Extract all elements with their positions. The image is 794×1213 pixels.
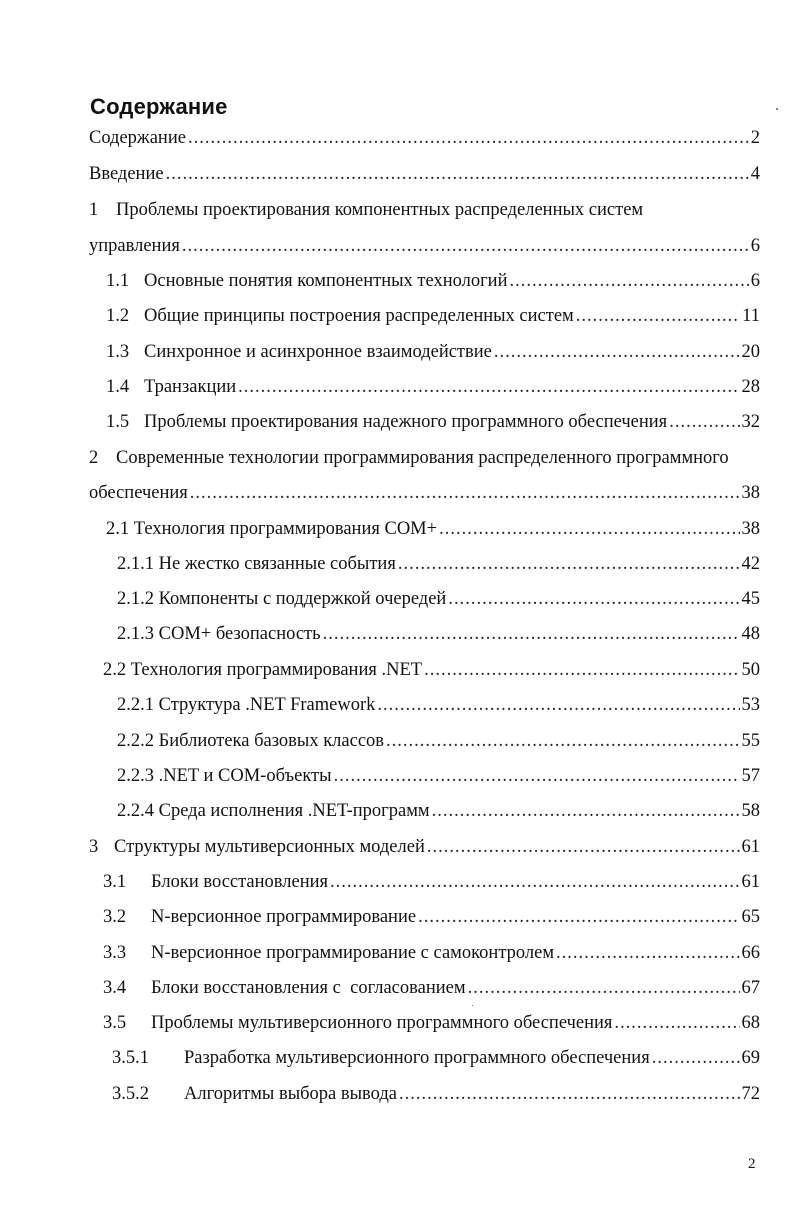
toc-entry-title: Алгоритмы выбора вывода [184, 1084, 397, 1104]
toc-entry-title: Транзакции [144, 377, 237, 397]
toc-entry-page: 4 [750, 164, 760, 184]
toc-entry-title: Современные технологии программирования распределенного программного [116, 448, 729, 468]
toc-entry[interactable] [117, 729, 760, 753]
toc-entry[interactable] [117, 693, 760, 717]
toc-entry-title: 2.2.3 .NET и COM-объекты [117, 766, 332, 786]
toc-entry[interactable] [103, 870, 760, 894]
toc-leader-dots [190, 481, 740, 505]
toc-entry[interactable] [89, 162, 760, 186]
toc-entry[interactable] [117, 799, 760, 823]
toc-leader-dots [669, 410, 739, 434]
toc-entry[interactable] [117, 622, 760, 646]
toc-leader-dots [398, 552, 740, 576]
toc-entry[interactable] [117, 552, 760, 576]
toc-entry[interactable] [106, 340, 760, 364]
toc-entry-page: 61 [741, 837, 760, 857]
toc-entry-number: 3.5 [103, 1013, 127, 1033]
toc-entry-page: 57 [741, 766, 760, 786]
toc-entry-page: 53 [741, 695, 760, 715]
toc-entry-title: 2.2.4 Среда исполнения .NET-программ [117, 801, 430, 821]
toc-leader-dots [377, 693, 739, 717]
toc-leader-dots [439, 517, 739, 541]
toc-leader-dots [424, 658, 739, 682]
toc-entry-title: 2.2 Технология программирования .NET [103, 660, 423, 680]
toc-leader-dots [386, 729, 739, 753]
toc-entry-title: 2.2.1 Структура .NET Framework [117, 695, 376, 715]
toc-entry[interactable] [117, 764, 760, 788]
toc-entry[interactable] [103, 976, 760, 1000]
toc-entry[interactable] [89, 126, 760, 150]
toc-entry[interactable] [106, 410, 760, 434]
toc-entry-number: 1.1 [106, 271, 130, 291]
toc-entry-page: 72 [741, 1084, 760, 1104]
toc-entry-title: Проблемы проектирования надежного программного обеспечения [144, 412, 668, 432]
scan-speck [776, 108, 778, 110]
toc-entry-page: 28 [741, 377, 760, 397]
toc-entry-number: 1.3 [106, 342, 130, 362]
toc-entry-page: 50 [741, 660, 760, 680]
toc-entry-number: 3 [89, 837, 99, 857]
toc-entry-page: 2 [750, 128, 760, 148]
toc-entry-page: 61 [741, 872, 760, 892]
toc-entry-number: 3.1 [103, 872, 127, 892]
toc-entry-page: 68 [741, 1013, 760, 1033]
toc-entry-number: 3.3 [103, 943, 127, 963]
toc-leader-dots [238, 375, 739, 399]
toc-entry-page: 66 [741, 943, 760, 963]
toc-leader-dots [432, 799, 740, 823]
toc-entry[interactable] [106, 375, 760, 399]
toc-entry-page: 45 [741, 589, 760, 609]
toc-leader-dots [576, 304, 740, 328]
toc-entry-title: Введение [89, 164, 164, 184]
toc-entry-heading-line[interactable] [89, 446, 729, 470]
toc-entry-number: 1.4 [106, 377, 130, 397]
toc-entry-page: 48 [741, 624, 760, 644]
toc-entry[interactable] [106, 269, 760, 293]
toc-entry[interactable] [112, 1046, 760, 1070]
toc-leader-dots [334, 764, 740, 788]
toc-entry[interactable] [106, 304, 760, 328]
toc-leader-dots [188, 126, 749, 150]
toc-entry-title: Проблемы мультиверсионного программного обеспечения [151, 1013, 613, 1033]
toc-entry-title: Разработка мультиверсионного программного обеспечения [184, 1048, 650, 1068]
toc-entry[interactable] [117, 587, 760, 611]
toc-entry-title: Блоки восстановления [151, 872, 329, 892]
toc-entry-page: 32 [741, 412, 760, 432]
toc-leader-dots [448, 587, 739, 611]
toc-entry-page: 20 [741, 342, 760, 362]
toc-entry-title: Структуры мультиверсионных моделей [114, 837, 425, 857]
toc-entry-title: 2.1.2 Компоненты с поддержкой очередей [117, 589, 447, 609]
toc-entry-title: Общие принципы построения распределенных систем [144, 306, 574, 326]
toc-entry-title: Проблемы проектирования компонентных распределенных систем [116, 200, 644, 220]
toc-entry[interactable] [103, 941, 760, 965]
scan-speck [472, 1005, 473, 1006]
toc-entry-page: 55 [741, 731, 760, 751]
toc-entry-page: 58 [741, 801, 760, 821]
toc-leader-dots [427, 835, 740, 859]
toc-entry-number: 1 [89, 200, 99, 220]
toc-leader-dots [468, 976, 740, 1000]
toc-leader-dots [556, 941, 739, 965]
toc-entry-number: 1.5 [106, 412, 130, 432]
toc-entry-title: Блоки восстановления с согласованием [151, 978, 466, 998]
toc-entry[interactable] [112, 1082, 760, 1106]
toc-entry-title: Синхронное и асинхронное взаимодействие [144, 342, 492, 362]
toc-entry-continuation: управления [89, 236, 180, 256]
toc-entry-title: Содержание [89, 128, 186, 148]
toc-entry-number: 3.5.2 [112, 1084, 149, 1104]
toc-entry-number: 3.5.1 [112, 1048, 149, 1068]
toc-entry-title: 2.1.1 Не жестко связанные события [117, 554, 396, 574]
toc-entry-title: N-версионное программирование с самоконтролем [151, 943, 555, 963]
toc-entry-page: 38 [741, 519, 760, 539]
toc-leader-dots [399, 1082, 740, 1106]
toc-entry-heading-line[interactable] [89, 198, 643, 222]
toc-entry[interactable] [103, 1011, 760, 1035]
toc-entry-title: Основные понятия компонентных технологий [144, 271, 508, 291]
toc-entry-page: 65 [741, 907, 760, 927]
toc-entry-number: 3.4 [103, 978, 127, 998]
toc-entry-title: 2.2.2 Библиотека базовых классов [117, 731, 385, 751]
toc-entry[interactable] [103, 658, 760, 682]
toc-leader-dots [330, 870, 739, 894]
toc-entry[interactable] [89, 481, 760, 505]
toc-leader-dots [418, 905, 739, 929]
toc-entry-page: 11 [742, 306, 760, 326]
toc-entry-page: 6 [750, 271, 760, 291]
toc-entry[interactable] [103, 905, 760, 929]
toc-entry-title: 2.1 Технология программирования COM+ [106, 519, 438, 539]
toc-entry[interactable] [89, 835, 760, 859]
toc-leader-dots [323, 622, 740, 646]
toc-entry-page: 38 [741, 483, 760, 503]
toc-entry-page: 67 [741, 978, 760, 998]
toc-entry-page: 6 [750, 236, 760, 256]
page-heading: Содержание [90, 94, 228, 119]
toc-entry[interactable] [106, 517, 760, 541]
toc-leader-dots [510, 269, 749, 293]
toc-leader-dots [166, 162, 749, 186]
toc-entry-number: 3.2 [103, 907, 127, 927]
toc-entry-number: 2 [89, 448, 99, 468]
toc-leader-dots [494, 340, 740, 364]
toc-leader-dots [652, 1046, 740, 1070]
toc-entry-title: 2.1.3 COM+ безопасность [117, 624, 321, 644]
page-number: 2 [748, 1156, 756, 1172]
toc-entry-page: 69 [741, 1048, 760, 1068]
toc-entry-number: 1.2 [106, 306, 130, 326]
toc-entry-page: 42 [741, 554, 760, 574]
toc-leader-dots [614, 1011, 739, 1035]
toc-entry-continuation: обеспечения [89, 483, 188, 503]
toc-entry-title: N-версионное программирование [151, 907, 417, 927]
toc-leader-dots [182, 234, 749, 258]
toc-entry[interactable] [89, 234, 760, 258]
